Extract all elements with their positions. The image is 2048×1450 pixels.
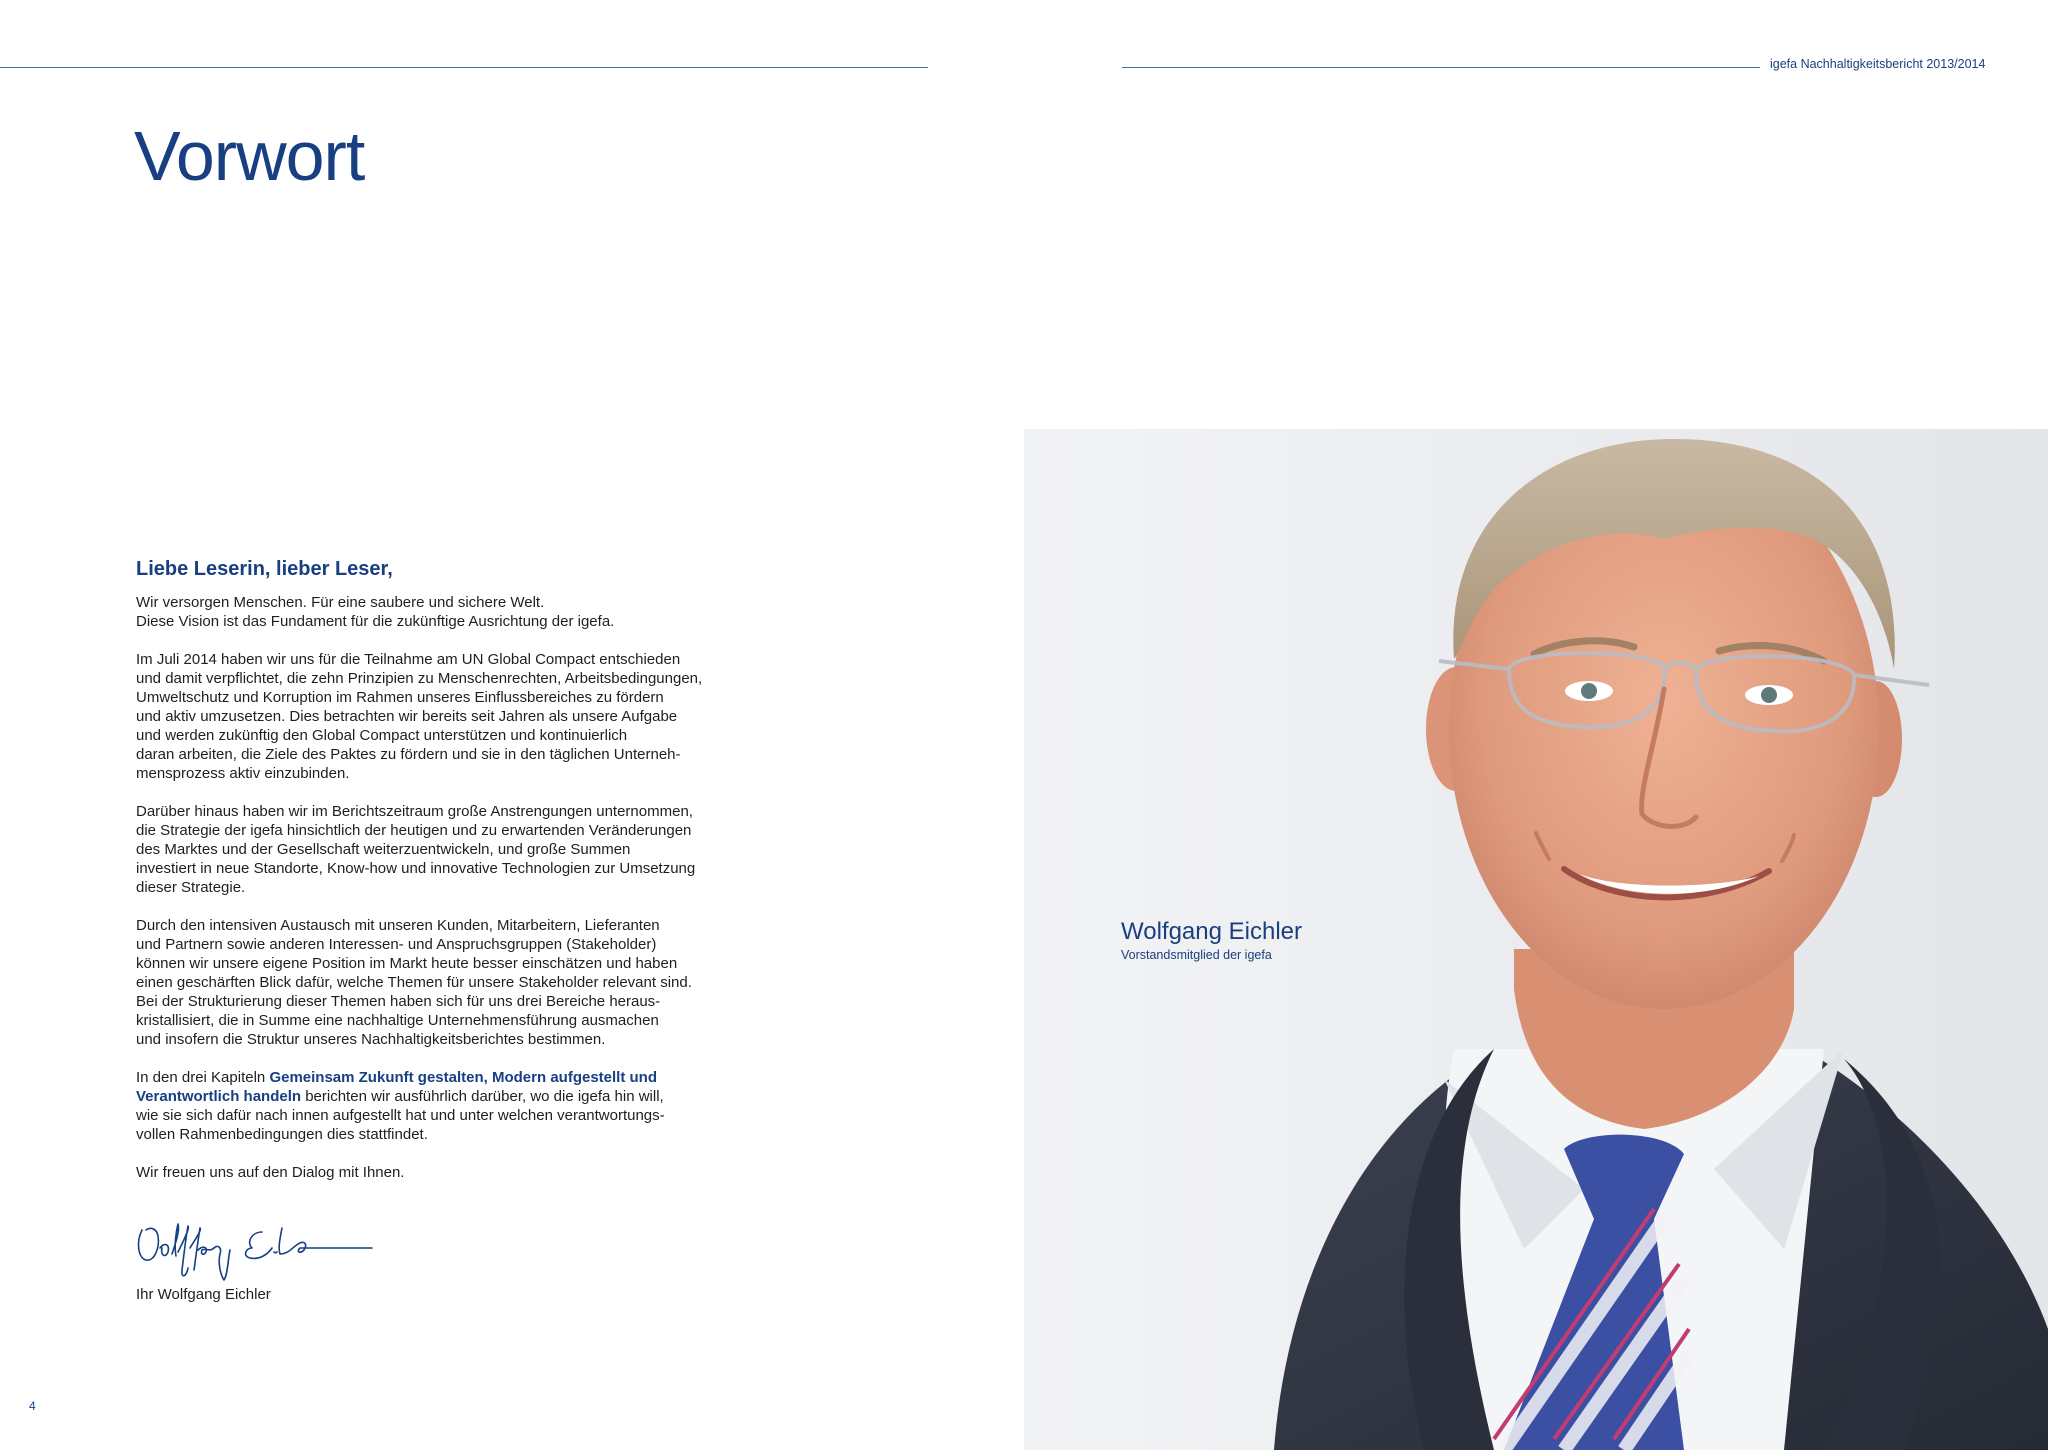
text-line: wie sie sich dafür nach innen aufgestellt hat und unter welchen verantwortungs-	[136, 1107, 665, 1124]
text-line: Wir versorgen Menschen. Für eine saubere und sichere Welt.	[136, 594, 545, 611]
text-line: investiert in neue Standorte, Know-how und innovative Technologien zur Umsetzung	[136, 860, 696, 877]
paragraph-vision	[136, 593, 736, 631]
paragraph-dialog	[136, 1163, 736, 1182]
text-line: können wir unsere eigene Position im Markt heute besser einschätzen und haben	[136, 955, 678, 972]
text-line: daran arbeiten, die Ziele des Paktes zu fördern und sie in den täglichen Unterneh-	[136, 746, 681, 763]
text-line: Darüber hinaus haben wir im Berichtszeitraum große Anstrengungen unternommen,	[136, 803, 693, 820]
closing-name: Ihr Wolfgang Eichler	[136, 1286, 271, 1303]
text-line: und damit verpflichtet, die zehn Prinzipien zu Menschenrechten, Arbeitsbedingungen,	[136, 670, 703, 687]
foreword-letter	[136, 560, 736, 1201]
handwritten-signature	[132, 1218, 382, 1286]
text-line: Bei der Strukturierung dieser Themen haben sich für uns drei Bereiche heraus-	[136, 993, 661, 1010]
header-rule-left	[0, 67, 928, 68]
text-line: Umweltschutz und Korruption im Rahmen unseres Einflussbereiches zu fördern	[136, 689, 664, 706]
text-line: Im Juli 2014 haben wir uns für die Teilnahme am UN Global Compact entschieden	[136, 651, 681, 668]
text-line: Diese Vision ist das Fundament für die zukünftige Ausrichtung der igefa.	[136, 613, 615, 630]
text-line: und insofern die Struktur unseres Nachhaltigkeitsberichtes bestimmen.	[136, 1031, 606, 1048]
portrait-caption-name: Wolfgang Eichler	[1121, 918, 1302, 945]
running-title: igefa Nachhaltigkeitsbericht 2013/2014	[1770, 57, 1986, 71]
text-line: einen geschärften Blick dafür, welche Themen für unsere Stakeholder relevant sind.	[136, 974, 692, 991]
salutation: Liebe Leserin, lieber Leser,	[136, 558, 393, 580]
text-line: dieser Strategie.	[136, 879, 246, 896]
paragraph-strategy	[136, 802, 736, 897]
page-number: 4	[29, 1399, 36, 1413]
text-line: die Strategie der igefa hinsichtlich der heutigen und zu erwartenden Veränderungen	[136, 822, 692, 839]
paragraph-global-compact	[136, 650, 736, 783]
text-line: und aktiv umzusetzen. Dies betrachten wir bereits seit Jahren als unsere Aufgabe	[136, 708, 678, 725]
paragraph-stakeholder	[136, 916, 736, 1049]
paragraph-chapters	[136, 1068, 736, 1144]
text-line: Durch den intensiven Austausch mit unseren Kunden, Mitarbeitern, Lieferanten	[136, 917, 660, 934]
text-segment: In den drei Kapiteln	[136, 1069, 270, 1086]
text-line: des Marktes und der Gesellschaft weiterzuentwickeln, und große Summen	[136, 841, 631, 858]
chapter-highlight: Verantwortlich handeln	[136, 1088, 302, 1105]
chapter-highlight: Gemeinsam Zukunft gestalten, Modern aufgestellt und	[269, 1069, 657, 1086]
text-line: vollen Rahmenbedingungen dies stattfindet.	[136, 1126, 428, 1143]
text-line	[136, 1068, 736, 1087]
text-line: kristallisiert, die in Summe eine nachhaltige Unternehmensführung ausmachen	[136, 1012, 659, 1029]
text-line: mensprozess aktiv einzubinden.	[136, 765, 350, 782]
text-line: Wir freuen uns auf den Dialog mit Ihnen.	[136, 1164, 405, 1181]
text-line	[136, 1087, 736, 1106]
header-rule-right	[1122, 67, 1760, 68]
text-line: und werden zukünftig den Global Compact unterstützen und kontinuierlich	[136, 727, 628, 744]
text-line: und Partnern sowie anderen Interessen- und Anspruchsgruppen (Stakeholder)	[136, 936, 657, 953]
portrait-caption-role: Vorstandsmitglied der igefa	[1121, 948, 1272, 962]
page-title: Vorwort	[134, 117, 365, 195]
text-segment: berichten wir ausführlich darüber, wo die igefa hin will,	[301, 1088, 664, 1105]
